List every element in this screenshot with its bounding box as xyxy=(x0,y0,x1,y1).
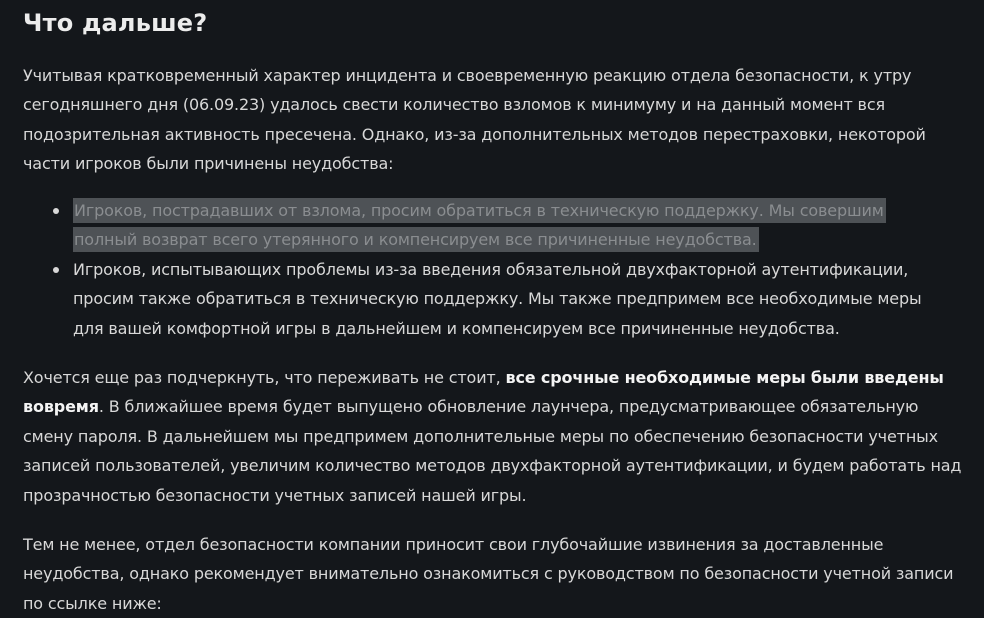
bullet-dot-icon xyxy=(53,267,59,273)
apology-paragraph: Тем не менее, отдел безопасности компании приносит свои глубочайшие извинения за доставленные неудобства, однако рекомендует внимательно ознакомиться с руководством по безопасности учетной записи по ссылке ниже: xyxy=(23,535,954,613)
bullet-list xyxy=(50,196,930,343)
list-item xyxy=(50,255,930,343)
reassurance-lead: Хочется еще раз подчеркнуть, что переживать не стоит, xyxy=(23,368,506,387)
intro-paragraph: Учитывая кратковременный характер инцидента и своевременную реакцию отдела безопасности, к утру сегодняшнего дня (06.09.23) удалось свести количество взломов к минимуму и на данный момент вся подозрительная активность пресечена. Однако, из-за дополнительных методов перестраховки, некоторой части игроков были причинены неудобства: xyxy=(23,66,926,174)
reassurance-rest: . В ближайшее время будет выпущено обновление лаунчера, предусматривающее обязательную смену пароля. В дальнейшем мы предпримем дополнительные меры по обеспечению безопасности учетных записей пользователей, увеличим количество методов двухфакторной аутентификации, и будем работать над прозрачностью безопасности учетных записей нашей игры. xyxy=(23,397,962,505)
selected-bullet-text[interactable]: Игроков, пострадавших от взлома, просим обратиться в техническую поддержку. Мы совершим полный возврат всего утерянного и компенсируем все причиненные неудобства. xyxy=(73,198,886,252)
section-heading: Что дальше? xyxy=(23,9,208,37)
bullet-dot-icon xyxy=(53,208,59,214)
reassurance-paragraph xyxy=(23,363,968,510)
bullet-text: Игроков, испытывающих проблемы из-за введения обязательной двухфакторной аутентификации, просим также обратиться в техническую поддержку. Мы также предпримем все необходимые меры для вашей комфортной игры в дальнейшем и компенсируем все причиненные неудобства. xyxy=(73,259,922,338)
list-item xyxy=(50,196,930,255)
reassurance-bold: все срочные необходимые меры были введены вовремя xyxy=(23,368,944,417)
